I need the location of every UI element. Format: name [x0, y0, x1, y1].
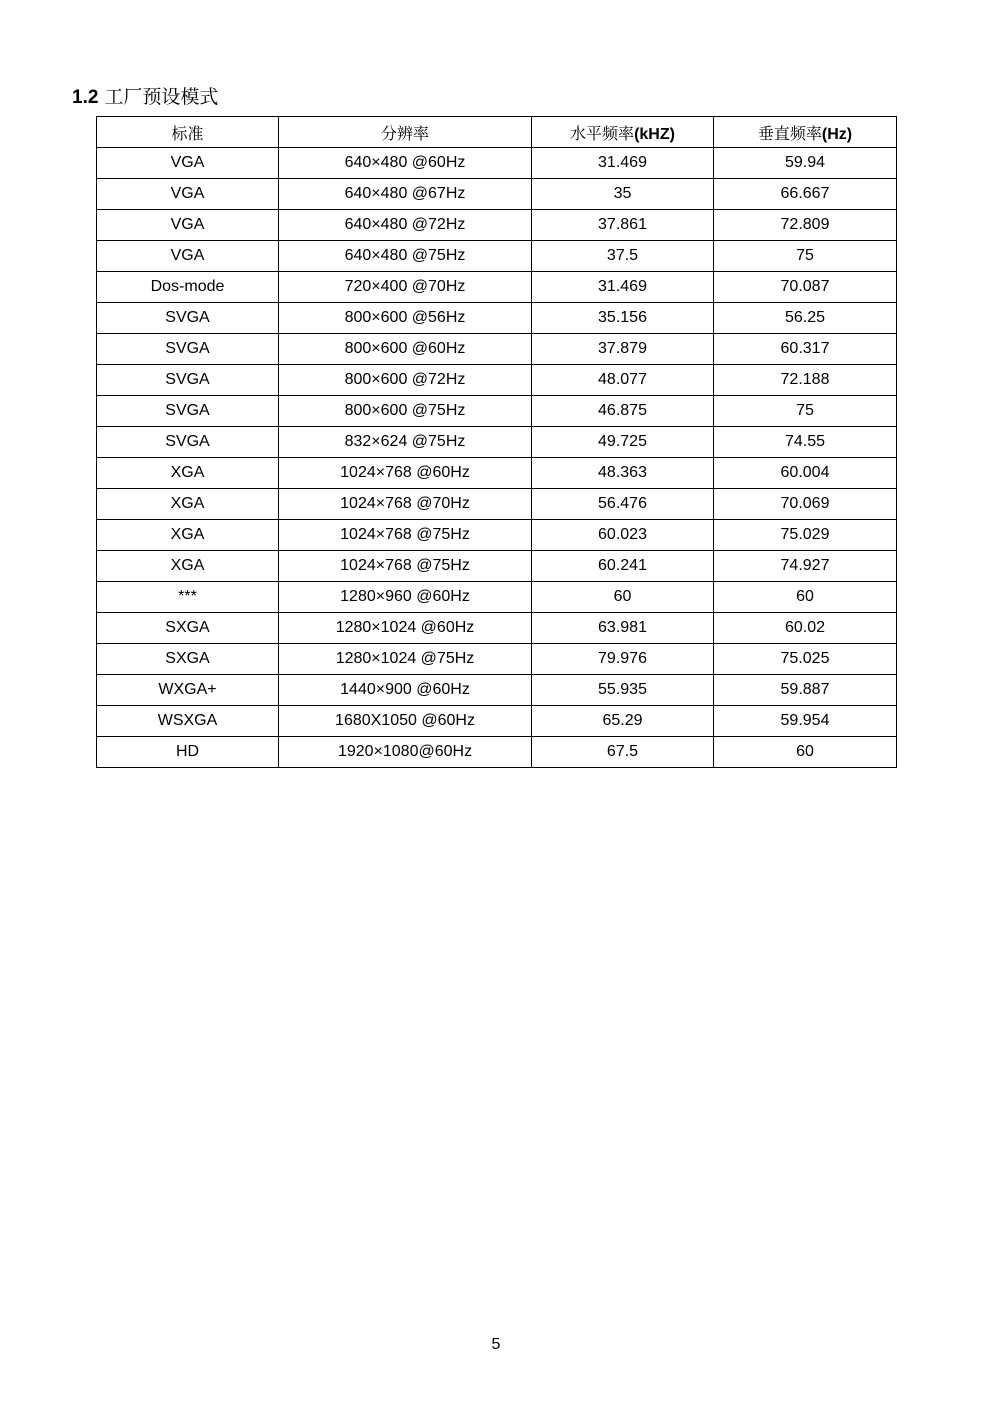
cell-resolution: 1280×960 @60Hz [279, 582, 532, 613]
cell-horizontal-frequency: 35.156 [532, 303, 714, 334]
cell-standard: SXGA [97, 644, 279, 675]
cell-horizontal-frequency: 55.935 [532, 675, 714, 706]
section-heading [72, 82, 218, 109]
cell-horizontal-frequency: 60.023 [532, 520, 714, 551]
cell-vertical-frequency: 60.02 [714, 613, 897, 644]
table-row [97, 303, 897, 334]
cell-standard: XGA [97, 551, 279, 582]
header-resolution: 分辨率 [279, 117, 532, 148]
cell-horizontal-frequency: 46.875 [532, 396, 714, 427]
cell-standard: WSXGA [97, 706, 279, 737]
header-vertical-frequency: 垂直频率(Hz) [714, 117, 897, 148]
table-row [97, 396, 897, 427]
cell-vertical-frequency: 56.25 [714, 303, 897, 334]
cell-vertical-frequency: 74.55 [714, 427, 897, 458]
table-row [97, 489, 897, 520]
cell-horizontal-frequency: 60.241 [532, 551, 714, 582]
cell-vertical-frequency: 60.004 [714, 458, 897, 489]
cell-vertical-frequency: 75.029 [714, 520, 897, 551]
cell-vertical-frequency: 59.887 [714, 675, 897, 706]
cell-standard: SXGA [97, 613, 279, 644]
table-row [97, 458, 897, 489]
table-row [97, 706, 897, 737]
cell-vertical-frequency: 75 [714, 396, 897, 427]
cell-vertical-frequency: 70.069 [714, 489, 897, 520]
cell-standard: WXGA+ [97, 675, 279, 706]
cell-standard: SVGA [97, 334, 279, 365]
cell-standard: Dos-mode [97, 272, 279, 303]
cell-resolution: 1024×768 @70Hz [279, 489, 532, 520]
cell-resolution: 720×400 @70Hz [279, 272, 532, 303]
cell-vertical-frequency: 72.809 [714, 210, 897, 241]
cell-vertical-frequency: 59.94 [714, 148, 897, 179]
cell-vertical-frequency: 74.927 [714, 551, 897, 582]
cell-standard: SVGA [97, 427, 279, 458]
preset-modes-table [96, 116, 897, 768]
cell-resolution: 832×624 @75Hz [279, 427, 532, 458]
cell-standard: XGA [97, 520, 279, 551]
cell-vertical-frequency: 75.025 [714, 644, 897, 675]
table-row [97, 272, 897, 303]
table-row [97, 644, 897, 675]
cell-resolution: 640×480 @75Hz [279, 241, 532, 272]
cell-horizontal-frequency: 31.469 [532, 272, 714, 303]
cell-resolution: 1280×1024 @60Hz [279, 613, 532, 644]
cell-standard: VGA [97, 148, 279, 179]
cell-standard: XGA [97, 489, 279, 520]
cell-resolution: 640×480 @72Hz [279, 210, 532, 241]
cell-horizontal-frequency: 65.29 [532, 706, 714, 737]
cell-resolution: 800×600 @60Hz [279, 334, 532, 365]
table-row [97, 582, 897, 613]
cell-resolution: 1024×768 @75Hz [279, 551, 532, 582]
cell-resolution: 1024×768 @60Hz [279, 458, 532, 489]
cell-resolution: 640×480 @60Hz [279, 148, 532, 179]
table-row [97, 675, 897, 706]
table-header-row [97, 117, 897, 148]
table-row [97, 520, 897, 551]
cell-resolution: 800×600 @56Hz [279, 303, 532, 334]
cell-horizontal-frequency: 79.976 [532, 644, 714, 675]
table-row [97, 613, 897, 644]
table-row [97, 148, 897, 179]
cell-resolution: 1440×900 @60Hz [279, 675, 532, 706]
cell-vertical-frequency: 59.954 [714, 706, 897, 737]
table-row [97, 179, 897, 210]
page-number: 5 [491, 1336, 501, 1353]
cell-standard: VGA [97, 210, 279, 241]
section-title: 工厂预设模式 [104, 87, 219, 108]
cell-resolution: 800×600 @72Hz [279, 365, 532, 396]
cell-horizontal-frequency: 37.861 [532, 210, 714, 241]
cell-horizontal-frequency: 31.469 [532, 148, 714, 179]
cell-resolution: 1920×1080@60Hz [279, 737, 532, 768]
cell-standard: SVGA [97, 365, 279, 396]
cell-vertical-frequency: 60 [714, 582, 897, 613]
cell-resolution: 1680X1050 @60Hz [279, 706, 532, 737]
cell-standard: SVGA [97, 396, 279, 427]
table-row [97, 210, 897, 241]
cell-resolution: 640×480 @67Hz [279, 179, 532, 210]
table-body [97, 148, 897, 768]
cell-horizontal-frequency: 49.725 [532, 427, 714, 458]
table-row [97, 551, 897, 582]
cell-horizontal-frequency: 67.5 [532, 737, 714, 768]
cell-resolution: 1280×1024 @75Hz [279, 644, 532, 675]
cell-standard: XGA [97, 458, 279, 489]
cell-standard: SVGA [97, 303, 279, 334]
cell-vertical-frequency: 60.317 [714, 334, 897, 365]
cell-horizontal-frequency: 37.5 [532, 241, 714, 272]
table-row [97, 365, 897, 396]
cell-horizontal-frequency: 56.476 [532, 489, 714, 520]
cell-vertical-frequency: 72.188 [714, 365, 897, 396]
cell-vertical-frequency: 66.667 [714, 179, 897, 210]
cell-horizontal-frequency: 37.879 [532, 334, 714, 365]
cell-vertical-frequency: 70.087 [714, 272, 897, 303]
cell-standard: HD [97, 737, 279, 768]
header-horizontal-frequency: 水平频率(kHZ) [532, 117, 714, 148]
table-row [97, 241, 897, 272]
table-row [97, 334, 897, 365]
table-row [97, 737, 897, 768]
cell-resolution: 800×600 @75Hz [279, 396, 532, 427]
table-row [97, 427, 897, 458]
header-standard: 标准 [97, 117, 279, 148]
cell-standard: VGA [97, 179, 279, 210]
cell-vertical-frequency: 60 [714, 737, 897, 768]
cell-resolution: 1024×768 @75Hz [279, 520, 532, 551]
cell-standard: *** [97, 582, 279, 613]
cell-horizontal-frequency: 60 [532, 582, 714, 613]
cell-horizontal-frequency: 35 [532, 179, 714, 210]
cell-vertical-frequency: 75 [714, 241, 897, 272]
cell-horizontal-frequency: 63.981 [532, 613, 714, 644]
cell-horizontal-frequency: 48.077 [532, 365, 714, 396]
cell-horizontal-frequency: 48.363 [532, 458, 714, 489]
section-number: 1.2 [72, 87, 99, 108]
cell-standard: VGA [97, 241, 279, 272]
